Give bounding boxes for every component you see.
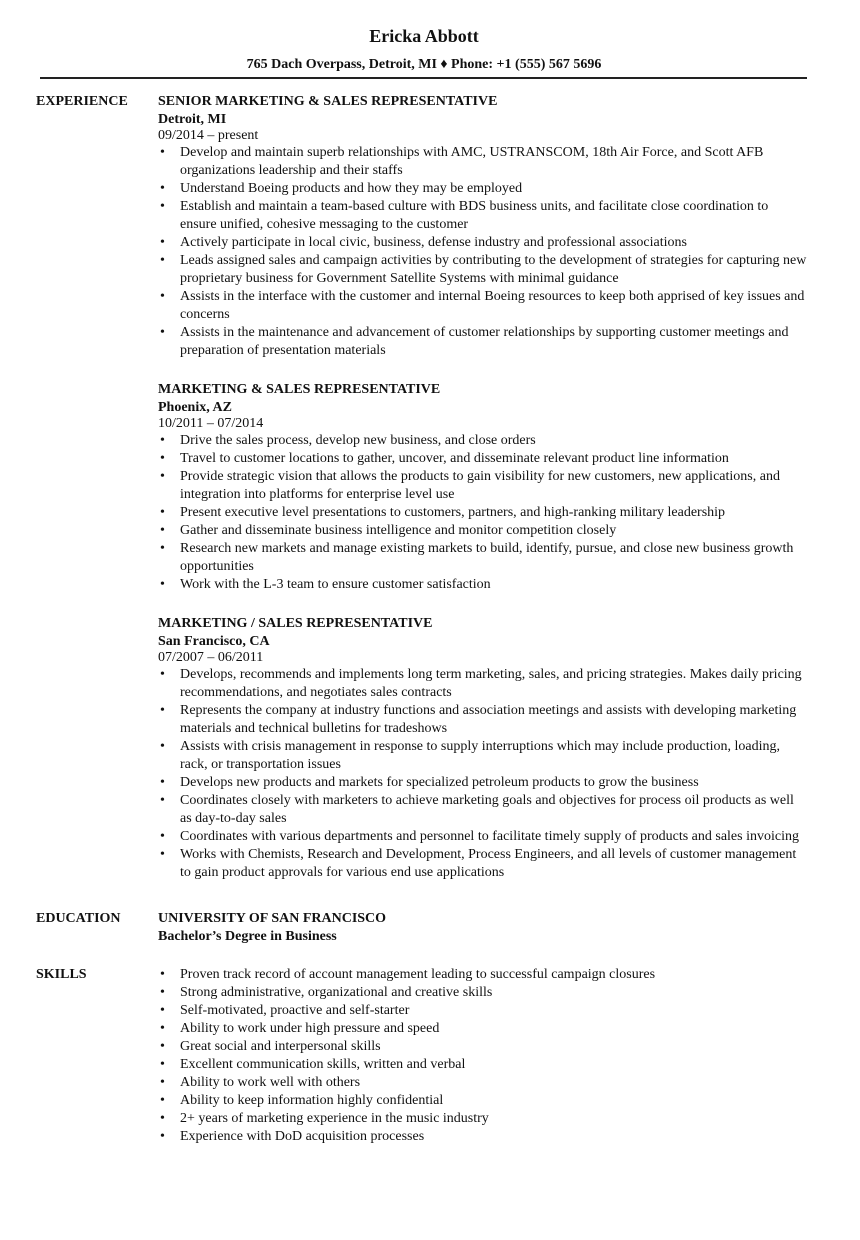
list-item: • Develop and maintain superb relationships with AMC, USTRANSCOM, 18th Air Force, and Scott AFB organizations leadership and their staffs (158, 144, 807, 180)
list-item: • Coordinates with various departments and personnel to facilitate timely supply of products and sales invoicing (158, 828, 807, 846)
list-item: • Ability to work well with others (158, 1074, 807, 1092)
list-item: • Travel to customer locations to gather, uncover, and disseminate relevant product line information (158, 450, 807, 468)
job-title: MARKETING & SALES REPRESENTATIVE (158, 382, 441, 397)
list-item: • Actively participate in local civic, business, defense industry and professional associations (158, 234, 807, 252)
list-item: • Self-motivated, proactive and self-starter (158, 1002, 807, 1020)
job-dates: 09/2014 – present (158, 128, 259, 143)
skills-list (158, 966, 807, 1146)
job-bullets (158, 144, 807, 360)
list-item: • Experience with DoD acquisition processes (158, 1128, 807, 1146)
skills-body (158, 966, 807, 1146)
list-item: • Develops, recommends and implements long term marketing, sales, and pricing strategies. Makes daily pricing recommendations, and negotiates sales contracts (158, 666, 807, 702)
school-name: UNIVERSITY OF SAN FRANCISCO (158, 911, 387, 926)
list-item: • Ability to work under high pressure and speed (158, 1020, 807, 1038)
list-item: • Ability to keep information highly confidential (158, 1092, 807, 1110)
list-item: • Present executive level presentations to customers, partners, and high-ranking military leadership (158, 504, 807, 522)
list-item: • Strong administrative, organizational and creative skills (158, 984, 807, 1002)
list-item: • Represents the company at industry functions and association meetings and assists with developing marketing materials and technical bulletins for tradeshows (158, 702, 807, 738)
list-item: • Gather and disseminate business intelligence and monitor competition closely (158, 522, 807, 540)
job-bullets (158, 666, 807, 882)
list-item: • Drive the sales process, develop new business, and close orders (158, 432, 807, 450)
job-entry (158, 93, 807, 360)
list-item: • Assists in the maintenance and advancement of customer relationships by supporting customer meetings and preparation of presentation materials (158, 324, 807, 360)
list-item: • Work with the L-3 team to ensure customer satisfaction (158, 576, 807, 594)
education-body (158, 910, 807, 946)
resume-header (36, 24, 807, 74)
degree: Bachelor’s Degree in Business (158, 929, 337, 944)
experience-section (36, 93, 807, 910)
experience-body (158, 93, 807, 910)
list-item: • Assists in the interface with the customer and internal Boeing resources to keep both apprised of key issues and concerns (158, 288, 807, 324)
job-title: MARKETING / SALES REPRESENTATIVE (158, 616, 433, 631)
job-title: SENIOR MARKETING & SALES REPRESENTATIVE (158, 94, 498, 109)
skills-label: SKILLS (36, 967, 87, 982)
list-item: • Establish and maintain a team-based culture with BDS business units, and facilitate close coordination to ensure unified, cohesive messaging to the customer (158, 198, 807, 234)
list-item: • Leads assigned sales and campaign activities by contributing to the development of strategies for capturing new proprietary business for Government Satellite Systems with minimal guidance (158, 252, 807, 288)
list-item: • Research new markets and manage existing markets to build, identify, pursue, and close new business growth opportunities (158, 540, 807, 576)
education-section (36, 910, 807, 946)
list-item: • Excellent communication skills, written and verbal (158, 1056, 807, 1074)
list-item: • Provide strategic vision that allows the products to gain visibility for new customers, new applications, and integration into platforms for enterprise level use (158, 468, 807, 504)
skills-section (36, 966, 807, 1146)
education-label: EDUCATION (36, 911, 121, 926)
list-item: • Proven track record of account management leading to successful campaign closures (158, 966, 807, 984)
list-item: • Understand Boeing products and how they may be employed (158, 180, 807, 198)
experience-label: EXPERIENCE (36, 94, 128, 109)
candidate-name: Ericka Abbott (369, 26, 479, 46)
job-location: Detroit, MI (158, 112, 227, 127)
contact-line: 765 Dach Overpass, Detroit, MI ♦ Phone: +1 (555) 567 5696 (246, 57, 602, 72)
job-dates: 10/2011 – 07/2014 (158, 416, 264, 431)
list-item: • Works with Chemists, Research and Development, Process Engineers, and all levels of customer management to gain product approvals for various end use applications (158, 846, 807, 882)
job-dates: 07/2007 – 06/2011 (158, 650, 264, 665)
job-location: Phoenix, AZ (158, 400, 232, 415)
list-item: • Develops new products and markets for specialized petroleum products to grow the business (158, 774, 807, 792)
list-item: • Great social and interpersonal skills (158, 1038, 807, 1056)
list-item: • 2+ years of marketing experience in the music industry (158, 1110, 807, 1128)
job-location: San Francisco, CA (158, 634, 270, 649)
list-item: • Coordinates closely with marketers to achieve marketing goals and objectives for process oil products as well as day-to-day sales (158, 792, 807, 828)
list-item: • Assists with crisis management in response to supply interruptions which may include production, loading, rack, or transportation issues (158, 738, 807, 774)
job-bullets (158, 432, 807, 594)
job-entry (158, 615, 807, 882)
job-entry (158, 381, 807, 594)
header-divider (40, 77, 807, 79)
